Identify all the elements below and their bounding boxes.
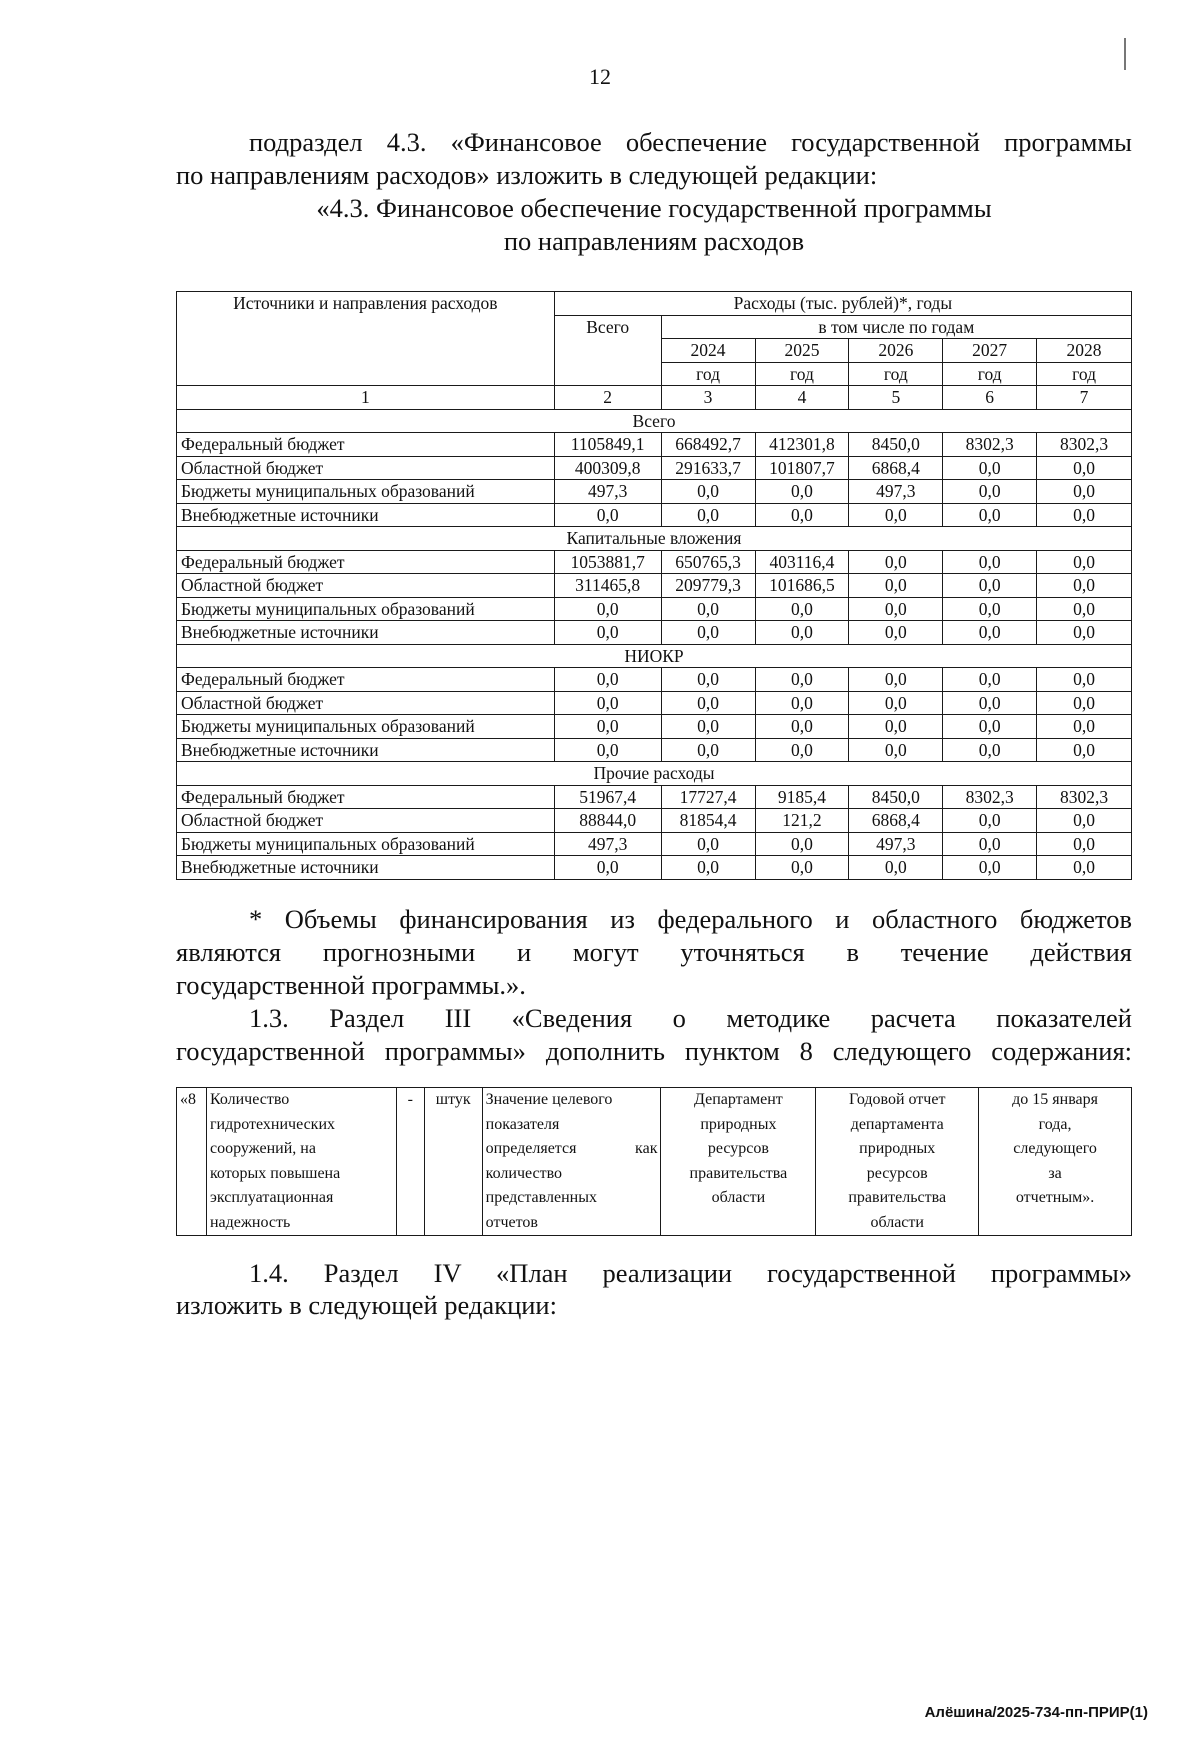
row-value: 0,0 (1037, 715, 1132, 739)
row-value: 0,0 (1037, 456, 1132, 480)
indicator-dash: - (396, 1088, 424, 1236)
row-value: 0,0 (554, 715, 661, 739)
row-value: 0,0 (1037, 597, 1132, 621)
header-year-unit: год (943, 362, 1037, 386)
row-value: 0,0 (1037, 574, 1132, 598)
footnote-line-3: государственной программы.». (176, 970, 526, 1000)
indicator-table (176, 1087, 1132, 1236)
cell-line: надежность (209, 1213, 291, 1231)
section-row (177, 644, 1132, 668)
row-value: 0,0 (755, 856, 849, 880)
row-value: 0,0 (661, 668, 755, 692)
row-source-name: Внебюджетные источники (177, 621, 555, 645)
row-value: 0,0 (943, 480, 1037, 504)
cell-line: Департамент (694, 1091, 783, 1108)
row-value: 0,0 (661, 738, 755, 762)
row-value: 0,0 (943, 668, 1037, 692)
row-source-name: Внебюджетные источники (177, 503, 555, 527)
row-value: 101807,7 (755, 456, 849, 480)
header-row-1 (177, 292, 1132, 316)
page-number: 12 (589, 64, 611, 89)
section-title-line-2: по направлениям расходов (503, 226, 805, 256)
finance-table (176, 291, 1132, 880)
row-value: 0,0 (849, 856, 943, 880)
row-value: 0,0 (849, 597, 943, 621)
row-source-name: Федеральный бюджет (177, 550, 555, 574)
cell-line: показателя (485, 1115, 560, 1133)
indicator-responsible (661, 1088, 816, 1236)
row-value: 403116,4 (755, 550, 849, 574)
row-value: 0,0 (849, 668, 943, 692)
row-value: 1105849,1 (554, 433, 661, 457)
cell-line: количество (485, 1164, 563, 1182)
table-row (177, 809, 1132, 833)
column-number-4: 4 (755, 386, 849, 410)
header-year-2026: 2026 (849, 339, 943, 363)
row-value: 0,0 (661, 715, 755, 739)
row-value: 0,0 (554, 668, 661, 692)
row-value: 0,0 (1037, 832, 1132, 856)
row-value: 0,0 (943, 503, 1037, 527)
row-value: 0,0 (755, 738, 849, 762)
header-year-unit: год (755, 362, 849, 386)
row-value: 0,0 (1037, 503, 1132, 527)
cell-line: определяется как (485, 1140, 658, 1157)
row-source-name: Бюджеты муниципальных образований (177, 597, 555, 621)
row-value: 209779,3 (661, 574, 755, 598)
row-value: 668492,7 (661, 433, 755, 457)
indicator-method (482, 1088, 661, 1236)
row-value: 0,0 (943, 691, 1037, 715)
indicator-unit: штук (424, 1088, 482, 1236)
header-year-2024: 2024 (661, 339, 755, 363)
row-value: 0,0 (755, 503, 849, 527)
row-source-name: Бюджеты муниципальных образований (177, 715, 555, 739)
cell-line: за (1048, 1164, 1062, 1182)
row-value: 0,0 (755, 832, 849, 856)
section-row (177, 762, 1132, 786)
footer-code: Алёшина/2025-734-пп-ПРИР(1) (924, 1704, 1148, 1721)
header-year-2027: 2027 (943, 339, 1037, 363)
row-value: 0,0 (554, 597, 661, 621)
row-value: 0,0 (755, 668, 849, 692)
table-row (177, 738, 1132, 762)
row-value: 0,0 (1037, 738, 1132, 762)
column-number-7: 7 (1037, 386, 1132, 410)
header-by-years: в том числе по годам (661, 315, 1131, 339)
item-1-3-line-2: государственной программы» дополнить пунктом 8 следующего содержания: (176, 1036, 1132, 1066)
row-source-name: Бюджеты муниципальных образований (177, 832, 555, 856)
table-row (177, 597, 1132, 621)
row-value: 0,0 (755, 480, 849, 504)
row-value: 0,0 (1037, 550, 1132, 574)
row-value: 0,0 (661, 856, 755, 880)
row-value: 0,0 (849, 715, 943, 739)
row-value: 8302,3 (943, 785, 1037, 809)
row-value: 88844,0 (554, 809, 661, 833)
header-year-2025: 2025 (755, 339, 849, 363)
cell-line: области (870, 1213, 924, 1231)
row-value: 0,0 (554, 621, 661, 645)
section-row (177, 409, 1132, 433)
footnote-line-2: являются прогнозными и могут уточняться в течение действия (176, 937, 1132, 967)
row-value: 0,0 (661, 832, 755, 856)
table-row (177, 456, 1132, 480)
section-row (177, 527, 1132, 551)
table-row (177, 832, 1132, 856)
cell-line: области (711, 1189, 766, 1206)
row-value: 0,0 (1037, 621, 1132, 645)
row-value: 0,0 (943, 621, 1037, 645)
row-source-name: Областной бюджет (177, 574, 555, 598)
column-numbers-row (177, 386, 1132, 410)
row-value: 0,0 (554, 738, 661, 762)
row-source-name: Областной бюджет (177, 691, 555, 715)
column-number-1: 1 (177, 386, 555, 410)
table-row (177, 856, 1132, 880)
section-title: Капитальные вложения (177, 527, 1132, 551)
cell-line: эксплуатационная (209, 1189, 334, 1206)
column-number-6: 6 (943, 386, 1037, 410)
row-value: 0,0 (661, 621, 755, 645)
table-row (177, 574, 1132, 598)
row-value: 0,0 (554, 856, 661, 880)
indicator-num: «8 (177, 1088, 207, 1236)
cell-line: департамента (850, 1115, 944, 1133)
row-value: 0,0 (755, 715, 849, 739)
row-value: 0,0 (755, 691, 849, 715)
row-value: 8450,0 (849, 433, 943, 457)
cell-line: года, (1038, 1115, 1072, 1133)
indicator-name (206, 1088, 396, 1236)
row-value: 0,0 (661, 597, 755, 621)
table-row (177, 433, 1132, 457)
cell-line: ресурсов (707, 1140, 769, 1157)
row-value: 0,0 (849, 550, 943, 574)
column-number-5: 5 (849, 386, 943, 410)
cell-line: которых повышена (209, 1164, 341, 1182)
header-year-unit: год (1037, 362, 1132, 386)
row-value: 412301,8 (755, 433, 849, 457)
row-value: 51967,4 (554, 785, 661, 809)
row-value: 0,0 (554, 503, 661, 527)
row-value: 0,0 (1037, 809, 1132, 833)
intro-line-2: по направлениям расходов» изложить в следующей редакции: (176, 160, 878, 190)
cell-line: представленных (485, 1189, 597, 1206)
header-year-unit: год (849, 362, 943, 386)
row-value: 121,2 (755, 809, 849, 833)
table-row (177, 785, 1132, 809)
row-value: 6868,4 (849, 809, 943, 833)
row-value: 497,3 (849, 480, 943, 504)
row-value: 0,0 (943, 456, 1037, 480)
indicator-row (177, 1088, 1132, 1236)
cell-line: следующего (1013, 1140, 1097, 1157)
cell-line: правительства (848, 1189, 947, 1206)
row-value: 497,3 (849, 832, 943, 856)
row-source-name: Федеральный бюджет (177, 668, 555, 692)
header-year-2028: 2028 (1037, 339, 1132, 363)
table-row (177, 691, 1132, 715)
row-value: 0,0 (943, 738, 1037, 762)
indicator-source (816, 1088, 979, 1236)
row-value: 0,0 (943, 597, 1037, 621)
cell-line: Годовой отчет (848, 1091, 946, 1108)
row-value: 0,0 (943, 550, 1037, 574)
section-title: Всего (177, 409, 1132, 433)
row-value: 497,3 (554, 832, 661, 856)
header-total: Всего (554, 315, 661, 386)
cell-line: отчетным». (1015, 1189, 1095, 1206)
table-row (177, 480, 1132, 504)
row-value: 0,0 (849, 738, 943, 762)
table-row (177, 503, 1132, 527)
header-year-unit: год (661, 362, 755, 386)
row-value: 101686,5 (755, 574, 849, 598)
table-row (177, 668, 1132, 692)
row-value: 0,0 (943, 715, 1037, 739)
row-value: 650765,3 (661, 550, 755, 574)
row-value: 9185,4 (755, 785, 849, 809)
row-value: 0,0 (849, 621, 943, 645)
table-row (177, 621, 1132, 645)
row-value: 0,0 (943, 832, 1037, 856)
intro-line-1: подраздел 4.3. «Финансовое обеспечение государственной программы (249, 127, 1132, 157)
cell-line: природных (859, 1140, 936, 1157)
table-row (177, 550, 1132, 574)
section-title: Прочие расходы (177, 762, 1132, 786)
row-value: 0,0 (755, 597, 849, 621)
cell-line: отчетов (485, 1213, 538, 1231)
row-value: 0,0 (554, 691, 661, 715)
row-value: 0,0 (661, 691, 755, 715)
section-title-line-1: «4.3. Финансовое обеспечение государственной программы (316, 193, 992, 223)
column-number-3: 3 (661, 386, 755, 410)
row-value: 0,0 (943, 574, 1037, 598)
cell-line: Значение целевого (485, 1091, 613, 1108)
cell-line: ресурсов (866, 1164, 928, 1182)
footnote-line-1: * Объемы финансирования из федерального и областного бюджетов (249, 904, 1132, 934)
cell-line: сооружений, на (209, 1140, 316, 1157)
row-source-name: Бюджеты муниципальных образований (177, 480, 555, 504)
row-value: 0,0 (943, 809, 1037, 833)
indicator-deadline (979, 1088, 1132, 1236)
row-value: 0,0 (943, 856, 1037, 880)
item-1-4-line-1: 1.4. Раздел IV «План реализации государственной программы» (249, 1258, 1132, 1288)
row-value: 0,0 (755, 621, 849, 645)
cell-line: до 15 января (1012, 1091, 1098, 1108)
cell-line: природных (700, 1115, 777, 1133)
row-value: 8302,3 (1037, 785, 1132, 809)
row-value: 17727,4 (661, 785, 755, 809)
row-value: 6868,4 (849, 456, 943, 480)
row-source-name: Федеральный бюджет (177, 785, 555, 809)
column-number-2: 2 (554, 386, 661, 410)
row-value: 0,0 (1037, 856, 1132, 880)
row-source-name: Федеральный бюджет (177, 433, 555, 457)
row-source-name: Внебюджетные источники (177, 856, 555, 880)
row-value: 0,0 (849, 691, 943, 715)
row-value: 0,0 (849, 574, 943, 598)
table-row (177, 715, 1132, 739)
row-value: 81854,4 (661, 809, 755, 833)
item-1-3-line-1: 1.3. Раздел III «Сведения о методике расчета показателей (249, 1003, 1132, 1033)
row-value: 0,0 (661, 480, 755, 504)
cell-line: правительства (689, 1164, 788, 1182)
item-1-4-line-2: изложить в следующей редакции: (176, 1290, 557, 1320)
section-title: НИОКР (177, 644, 1132, 668)
cell-line: Количество (209, 1091, 290, 1108)
row-value: 400309,8 (554, 456, 661, 480)
row-value: 8302,3 (943, 433, 1037, 457)
row-value: 497,3 (554, 480, 661, 504)
row-value: 0,0 (849, 503, 943, 527)
row-value: 0,0 (1037, 691, 1132, 715)
cell-line: гидротехнических (209, 1115, 336, 1133)
row-value: 0,0 (661, 503, 755, 527)
row-value: 291633,7 (661, 456, 755, 480)
row-value: 8302,3 (1037, 433, 1132, 457)
row-value: 0,0 (1037, 668, 1132, 692)
row-value: 311465,8 (554, 574, 661, 598)
header-expenses: Расходы (тыс. рублей)*, годы (554, 292, 1131, 316)
row-source-name: Областной бюджет (177, 456, 555, 480)
row-value: 8450,0 (849, 785, 943, 809)
row-source-name: Внебюджетные источники (177, 738, 555, 762)
header-sources: Источники и направления расходов (177, 292, 555, 386)
row-value: 1053881,7 (554, 550, 661, 574)
row-source-name: Областной бюджет (177, 809, 555, 833)
row-value: 0,0 (1037, 480, 1132, 504)
